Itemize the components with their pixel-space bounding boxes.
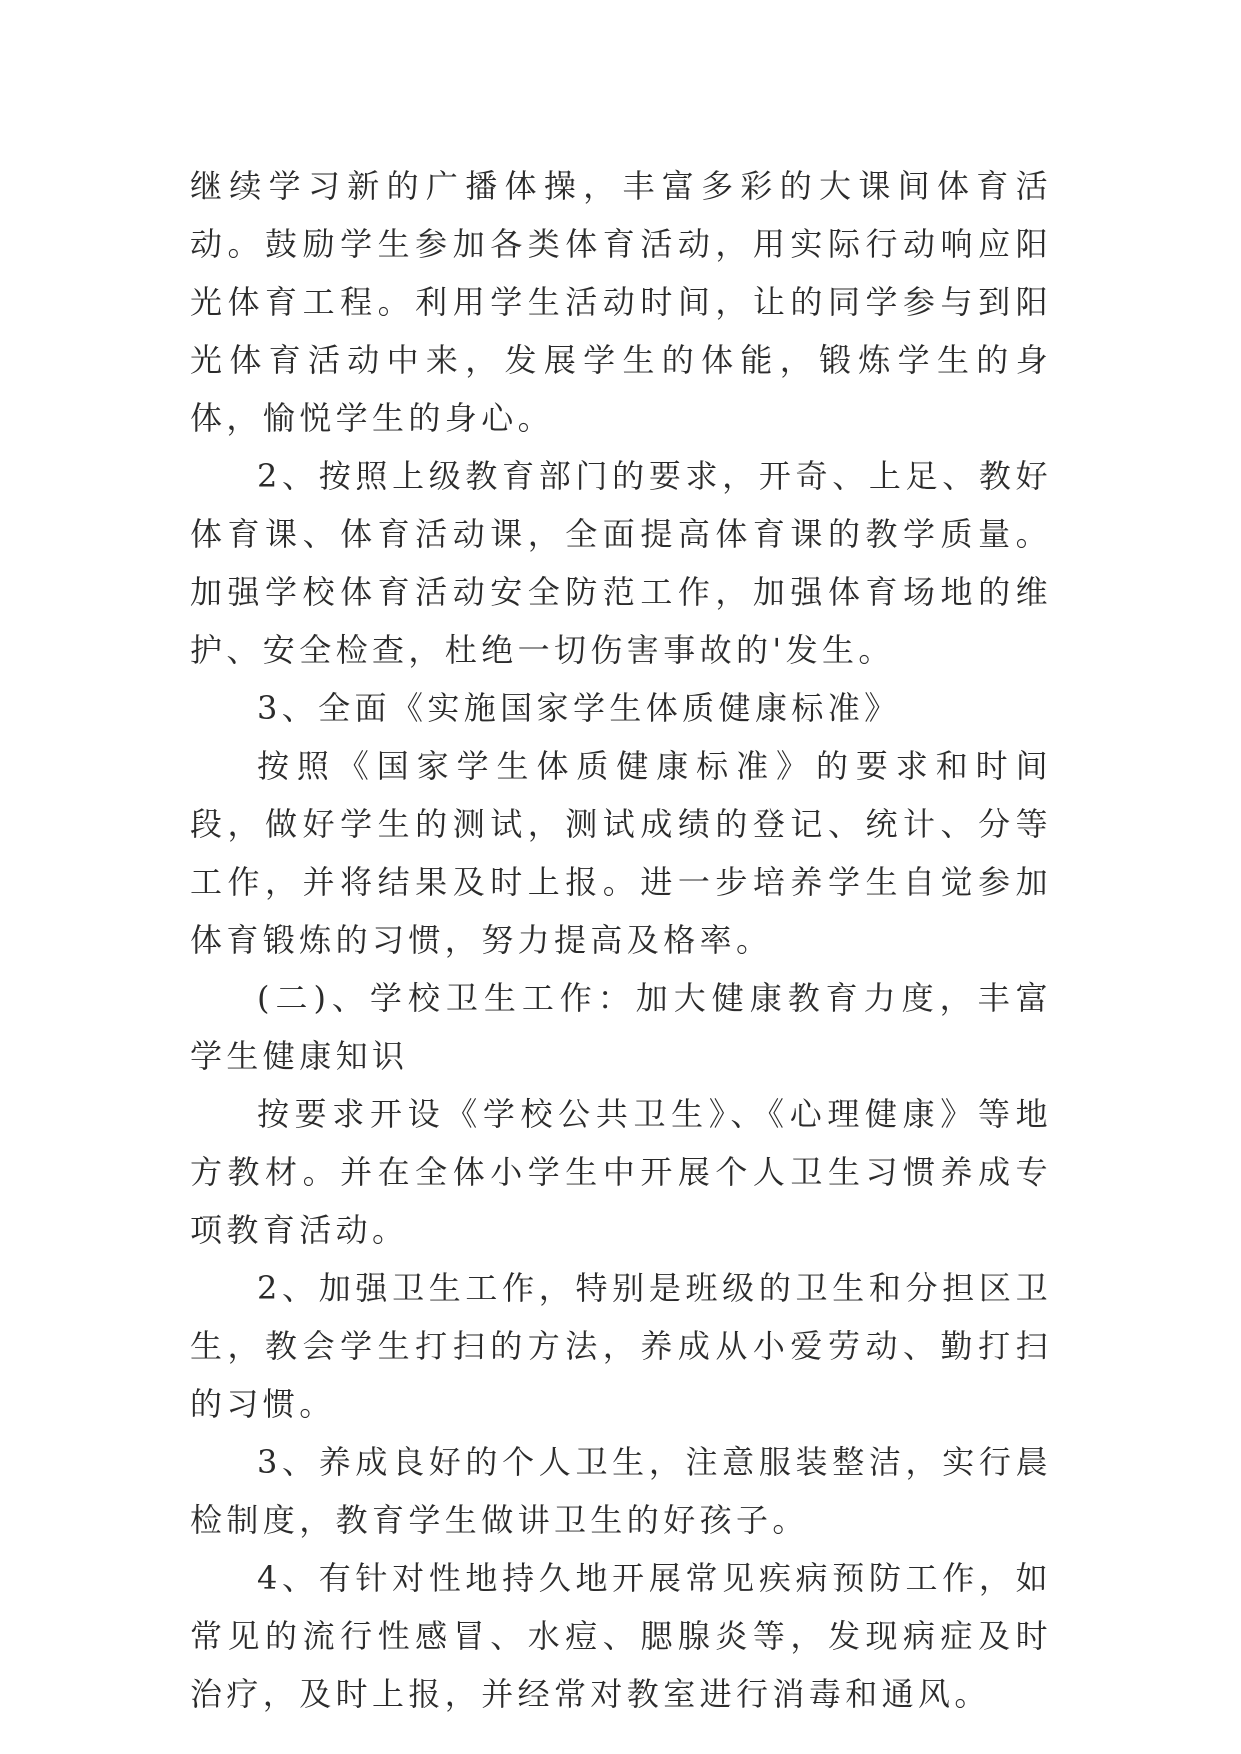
paragraph: (二)、学校卫生工作：加大健康教育力度，丰富学生健康知识 xyxy=(190,979,1052,1075)
paragraph: 4、有针对性地持久地开展常见疾病预防工作，如常见的流行性感冒、水痘、腮腺炎等，发现病症及时治疗，及时上报，并经常对教室进行消毒和通风。 xyxy=(190,1559,1052,1713)
paragraph: 3、养成良好的个人卫生，注意服装整洁，实行晨检制度，教育学生做讲卫生的好孩子。 xyxy=(190,1443,1052,1539)
document-body xyxy=(190,157,1052,1723)
paragraph: 继续学习新的广播体操，丰富多彩的大课间体育活动。鼓励学生参加各类体育活动，用实际行动响应阳光体育工程。利用学生活动时间，让的同学参与到阳光体育活动中来，发展学生的体能，锻炼学生的身体，愉悦学生的身心。 xyxy=(190,167,1052,437)
paragraph: 2、加强卫生工作，特别是班级的卫生和分担区卫生，教会学生打扫的方法，养成从小爱劳动、勤打扫的习惯。 xyxy=(190,1269,1052,1423)
paragraph: 按要求开设《学校公共卫生》、《心理健康》等地方教材。并在全体小学生中开展个人卫生习惯养成专项教育活动。 xyxy=(190,1095,1052,1249)
paragraph: 2、按照上级教育部门的要求，开奇、上足、教好体育课、体育活动课，全面提高体育课的教学质量。加强学校体育活动安全防范工作，加强体育场地的维护、安全检查，杜绝一切伤害事故的'发生。 xyxy=(190,457,1052,669)
paragraph: 3、全面《实施国家学生体质健康标准》 xyxy=(257,689,901,727)
paragraph: 按照《国家学生体质健康标准》的要求和时间段，做好学生的测试，测试成绩的登记、统计、分等工作，并将结果及时上报。进一步培养学生自觉参加体育锻炼的习惯，努力提高及格率。 xyxy=(190,747,1052,959)
